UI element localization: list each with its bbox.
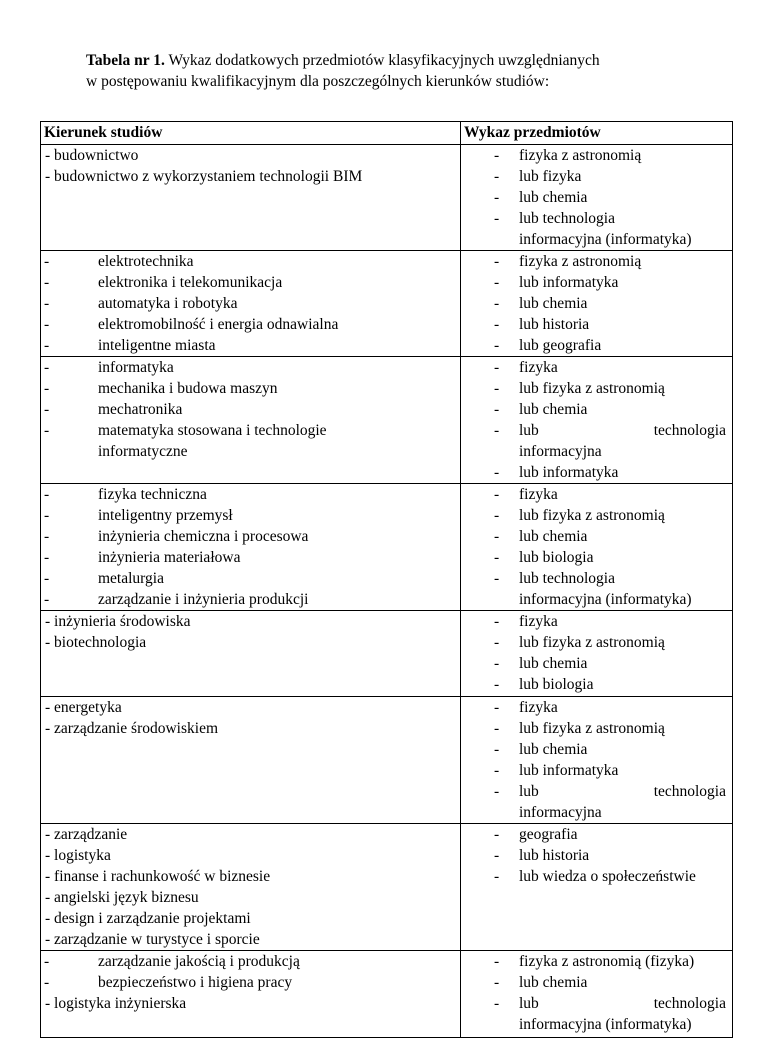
list-item: - logistyka inżynierska — [45, 995, 187, 1012]
table-row — [41, 357, 733, 484]
list-item: - lub chemia — [461, 972, 732, 993]
row-2-subjects — [461, 251, 733, 357]
list-item: - budownictwo — [45, 147, 139, 164]
list-item: - mechatronika — [41, 399, 460, 420]
table-row — [41, 611, 733, 697]
justified-word: technologia — [653, 783, 726, 800]
list-item: - lub chemia — [461, 739, 732, 760]
list-item: - fizyka — [461, 357, 732, 378]
table-row — [41, 824, 733, 951]
subjects-table — [40, 121, 733, 1038]
header-kierunek: Kierunek studiów — [41, 122, 461, 145]
row-1-subjects — [461, 145, 733, 251]
row-8-fields — [41, 951, 461, 1038]
list-item: - lub chemia — [461, 526, 732, 547]
list-item: - lub fizyka z astronomią — [461, 378, 732, 399]
list-item: - lub fizyka — [461, 166, 732, 187]
list-item: - logistyka — [45, 847, 111, 864]
table-row — [41, 251, 733, 357]
list-item: - finanse i rachunkowość w biznesie — [45, 868, 271, 885]
list-item: - zarządzanie w turystyce i sporcie — [45, 931, 260, 948]
justified-word: technologia — [653, 422, 726, 439]
list-item: - lub wiedza o społeczeństwie — [461, 866, 732, 887]
list-item: informacyjna — [519, 804, 602, 821]
list-item: - inżynieria materiałowa — [41, 547, 460, 568]
list-item: - automatyka i robotyka — [41, 293, 460, 314]
justified-word: - lub — [519, 783, 539, 800]
list-item: - elektronika i telekomunikacja — [41, 272, 460, 293]
list-item: - fizyka — [461, 611, 732, 632]
list-item: - zarządzanie — [45, 826, 128, 843]
list-item: - lub technologia — [461, 208, 732, 229]
row-4-fields — [41, 484, 461, 611]
list-item: informatyczne — [98, 443, 188, 460]
list-item: - fizyka z astronomią — [461, 251, 732, 272]
caption-text-line2: w postępowaniu kwalifikacyjnym dla poszczególnych kierunków studiów: — [86, 73, 550, 90]
list-item: - matematyka stosowana i technologie — [41, 420, 460, 441]
list-item: - mechanika i budowa maszyn — [41, 378, 460, 399]
justified-word: technologia — [653, 995, 726, 1012]
list-item — [461, 420, 732, 441]
list-item: - bezpieczeństwo i higiena pracy — [41, 972, 460, 993]
list-item: - fizyka z astronomią (fizyka) — [461, 951, 732, 972]
justified-word: - lub — [519, 422, 539, 439]
list-item: - design i zarządzanie projektami — [45, 910, 251, 927]
header-przedmioty: Wykaz przedmiotów — [461, 122, 733, 145]
list-item: - geografia — [461, 824, 732, 845]
list-item: - lub chemia — [461, 399, 732, 420]
justified-word: - lub — [519, 995, 539, 1012]
list-item: - lub fizyka z astronomią — [461, 718, 732, 739]
list-item: - lub fizyka z astronomią — [461, 505, 732, 526]
table-row — [41, 697, 733, 824]
list-item: - zarządzanie jakością i produkcją — [41, 951, 460, 972]
list-item: - biotechnologia — [45, 634, 147, 651]
list-item: informacyjna — [519, 443, 602, 460]
list-item: - inżynieria środowiska — [45, 613, 191, 630]
table-header-row — [41, 122, 733, 145]
list-item: - inżynieria chemiczna i procesowa — [41, 526, 460, 547]
row-5-fields — [41, 611, 461, 697]
list-item — [461, 781, 732, 802]
list-item: - energetyka — [45, 699, 122, 716]
list-item: - zarządzanie środowiskiem — [45, 720, 219, 737]
list-item: informacyjna (informatyka) — [519, 591, 692, 608]
row-1-fields — [41, 145, 461, 251]
caption-label: Tabela nr 1. — [86, 52, 165, 69]
list-item: - lub historia — [461, 845, 732, 866]
table-row — [41, 951, 733, 1038]
row-7-fields — [41, 824, 461, 951]
row-8-subjects — [461, 951, 733, 1038]
table-caption — [86, 50, 726, 92]
list-item: - fizyka techniczna — [41, 484, 460, 505]
row-4-subjects — [461, 484, 733, 611]
list-item: - elektromobilność i energia odnawialna — [41, 314, 460, 335]
list-item: - lub chemia — [461, 653, 732, 674]
list-item: - lub informatyka — [461, 760, 732, 781]
list-item: - lub fizyka z astronomią — [461, 632, 732, 653]
list-item: - lub chemia — [461, 293, 732, 314]
list-item: - lub technologia — [461, 568, 732, 589]
row-6-fields — [41, 697, 461, 824]
list-item: - elektrotechnika — [41, 251, 460, 272]
table-row — [41, 484, 733, 611]
list-item: - lub biologia — [461, 674, 732, 695]
list-item: - lub biologia — [461, 547, 732, 568]
list-item — [461, 993, 732, 1014]
list-item: - lub informatyka — [461, 272, 732, 293]
row-3-subjects — [461, 357, 733, 484]
row-2-fields — [41, 251, 461, 357]
list-item: - lub chemia — [461, 187, 732, 208]
list-item: - fizyka — [461, 697, 732, 718]
list-item: - fizyka z astronomią — [461, 145, 732, 166]
row-3-fields — [41, 357, 461, 484]
list-item: - inteligentne miasta — [41, 335, 460, 356]
list-item: - informatyka — [41, 357, 460, 378]
list-item: - lub informatyka — [461, 462, 732, 483]
list-item: - fizyka — [461, 484, 732, 505]
list-item: informacyjna (informatyka) — [519, 1016, 692, 1033]
list-item: - inteligentny przemysł — [41, 505, 460, 526]
list-item: - angielski język biznesu — [45, 889, 199, 906]
row-6-subjects — [461, 697, 733, 824]
list-item: - lub geografia — [461, 335, 732, 356]
table-row — [41, 145, 733, 251]
list-item: informacyjna (informatyka) — [519, 231, 692, 248]
row-5-subjects — [461, 611, 733, 697]
caption-text: Wykaz dodatkowych przedmiotów klasyfikacyjnych uwzględnianych — [168, 52, 600, 69]
list-item: - metalurgia — [41, 568, 460, 589]
list-item: - zarządzanie i inżynieria produkcji — [41, 589, 460, 610]
list-item: - lub historia — [461, 314, 732, 335]
row-7-subjects — [461, 824, 733, 951]
list-item: - budownictwo z wykorzystaniem technologii BIM — [45, 168, 363, 185]
